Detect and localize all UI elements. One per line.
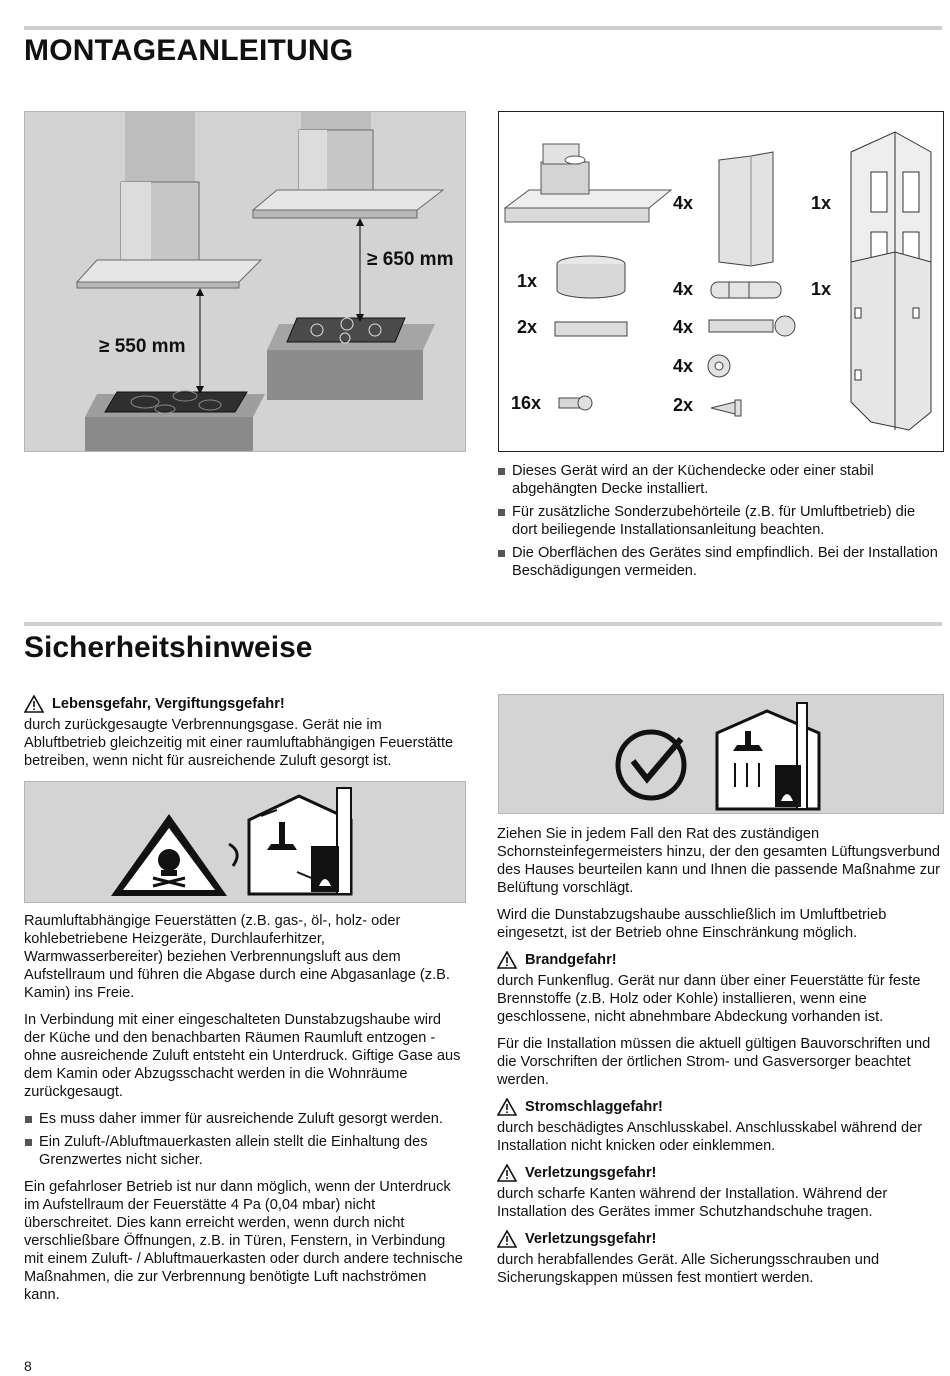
qty-frame: 1x	[811, 193, 832, 213]
paragraph: Wird die Dunstabzugshaube ausschließlich im Umluftbetrieb eingesetzt, ist der Betrieb ohne Einschränkung möglich.	[497, 907, 887, 941]
ok-figure	[498, 694, 944, 814]
parts-list-figure	[498, 111, 944, 452]
list-item: Für zusätzliche Sonderzubehörteile (z.B. für Umluftbetrieb) die dort beiliegende Installationsanleitung beachten.	[497, 503, 942, 539]
warning-heading	[497, 1164, 942, 1182]
warning-heading	[497, 1098, 942, 1116]
section-rule	[24, 622, 942, 626]
warning-title: Brandgefahr!	[525, 952, 617, 968]
warning-title: Verletzungsgefahr!	[525, 1165, 657, 1181]
paragraph: durch beschädigtes Anschlusskabel. Anschlusskabel während der Installation nicht knicken oder einklemmen.	[497, 1120, 923, 1154]
qty-ring: 1x	[517, 271, 538, 291]
safety-left-body	[24, 912, 464, 1304]
paragraph: Für die Installation müssen die aktuell gültigen Bauvorschriften und die Vorschriften der örtlichen Strom- und Gasversorger beachtet werden.	[497, 1036, 931, 1088]
paragraph: durch Funkenflug. Gerät nur dann über einer Feuerstätte für feste Brennstoffe (z.B. Holz oder Kohle) installieren, wenn eine geschlossene, nicht abnehmbare Abdeckung vorhanden ist.	[497, 973, 921, 1025]
qty-wood-screw: 2x	[673, 395, 694, 415]
warning-title: Lebensgefahr, Vergiftungsgefahr!	[52, 696, 285, 712]
warning-title: Stromschlaggefahr!	[525, 1099, 663, 1115]
list-item: Die Oberflächen des Gerätes sind empfindlich. Bei der Installation Beschädigungen vermeiden.	[497, 544, 942, 580]
min-distance-label-right: ≥ 650 mm	[367, 249, 454, 270]
paragraph: durch zurückgesaugte Verbrennungsgase. Gerät nie im Abluftbetrieb gleichzeitig mit einer raumluftabhängigen Feuerstätte betreiben, wenn nicht für ausreichende Zuluft gesorgt ist.	[24, 717, 454, 769]
warning-triangle-icon	[497, 1098, 517, 1116]
section-title-safety: Sicherheitshinweise	[24, 631, 313, 664]
danger-illustration	[25, 782, 465, 902]
qty-screw: 4x	[673, 317, 694, 337]
warning-triangle-icon	[24, 695, 44, 713]
montage-notes	[497, 462, 942, 585]
qty-small-screw: 16x	[511, 393, 542, 413]
parts-illustration	[499, 112, 943, 451]
paragraph: Ein gefahrloser Betrieb ist nur dann möglich, wenn der Unterdruck im Aufstellraum der Feuerstätte 4 Pa (0,04 mbar) nicht überschreitet. Dies kann erreicht werden, wenn durch nicht verschließbare Öffnungen, z.B. in Türen, Fenstern, in Verbindung mit einem Zuluft- / Abluftmauerkasten oder durch andere technische Maßnahmen, die zur Verbrennung benötigte Luft nachströmen kann.	[24, 1179, 463, 1303]
hood-height-illustration	[25, 112, 465, 451]
section-rule	[24, 26, 942, 30]
qty-strip: 2x	[517, 317, 538, 337]
qty-dowel: 4x	[673, 279, 694, 299]
qty-chimney: 4x	[673, 193, 694, 213]
warning-title: Verletzungsgefahr!	[525, 1231, 657, 1247]
qty-cover: 1x	[811, 279, 832, 299]
warning-heading	[497, 1230, 942, 1248]
qty-washer: 4x	[673, 356, 694, 376]
safety-left-intro	[24, 695, 464, 770]
list-item: Dieses Gerät wird an der Küchendecke oder einer stabil abgehängten Decke installiert.	[497, 462, 942, 498]
list-item: Ein Zuluft-/Abluftmauerkasten allein stellt die Einhaltung des Grenzwertes nicht sicher.	[24, 1133, 464, 1169]
warning-heading	[497, 951, 942, 969]
min-distance-label-left: ≥ 550 mm	[99, 336, 186, 357]
warning-triangle-icon	[497, 1164, 517, 1182]
paragraph: Ziehen Sie in jedem Fall den Rat des zuständigen Schornsteinfegermeisters hinzu, der den gesamten Lüftungsverbund des Hauses beurteilen kann und Ihnen die passende Maßnahme zur Belüftung vorschlägt.	[497, 826, 940, 896]
warning-triangle-icon	[497, 951, 517, 969]
safety-right-body	[497, 825, 942, 1287]
danger-figure	[24, 781, 466, 903]
warning-heading	[24, 695, 464, 713]
section-title-montage: MONTAGEANLEITUNG	[24, 34, 354, 67]
ok-illustration	[499, 695, 943, 813]
page-number: 8	[24, 1358, 32, 1374]
paragraph: Raumluftabhängige Feuerstätten (z.B. gas-, öl-, holz- oder kohlebetriebene Heizgeräte, Durchlauferhitzer, Warmwasserbereiter) beziehen Verbrennungsluft aus dem Aufstellraum und führen die Abgase durch eine Abgasanlage (z.B. Kamin) ins Freie.	[24, 913, 450, 1001]
warning-triangle-icon	[497, 1230, 517, 1248]
installation-height-figure	[24, 111, 466, 452]
paragraph: In Verbindung mit einer eingeschalteten Dunstabzugshaube wird der Küche und den benachbarten Räumen Raumluft entzogen - ohne ausreichende Zuluft entsteht ein Unterdruck. Giftige Gase aus dem Kamin oder Abzugsschacht werden in die Wohnräume zurückgesaugt.	[24, 1012, 461, 1100]
paragraph: durch herabfallendes Gerät. Alle Sicherungsschrauben und Sicherungskappen müssen fest montiert werden.	[497, 1252, 880, 1286]
list-item: Es muss daher immer für ausreichende Zuluft gesorgt werden.	[24, 1110, 464, 1128]
paragraph: durch scharfe Kanten während der Installation. Während der Installation des Gerätes immer Schutzhandschuhe tragen.	[497, 1186, 888, 1220]
